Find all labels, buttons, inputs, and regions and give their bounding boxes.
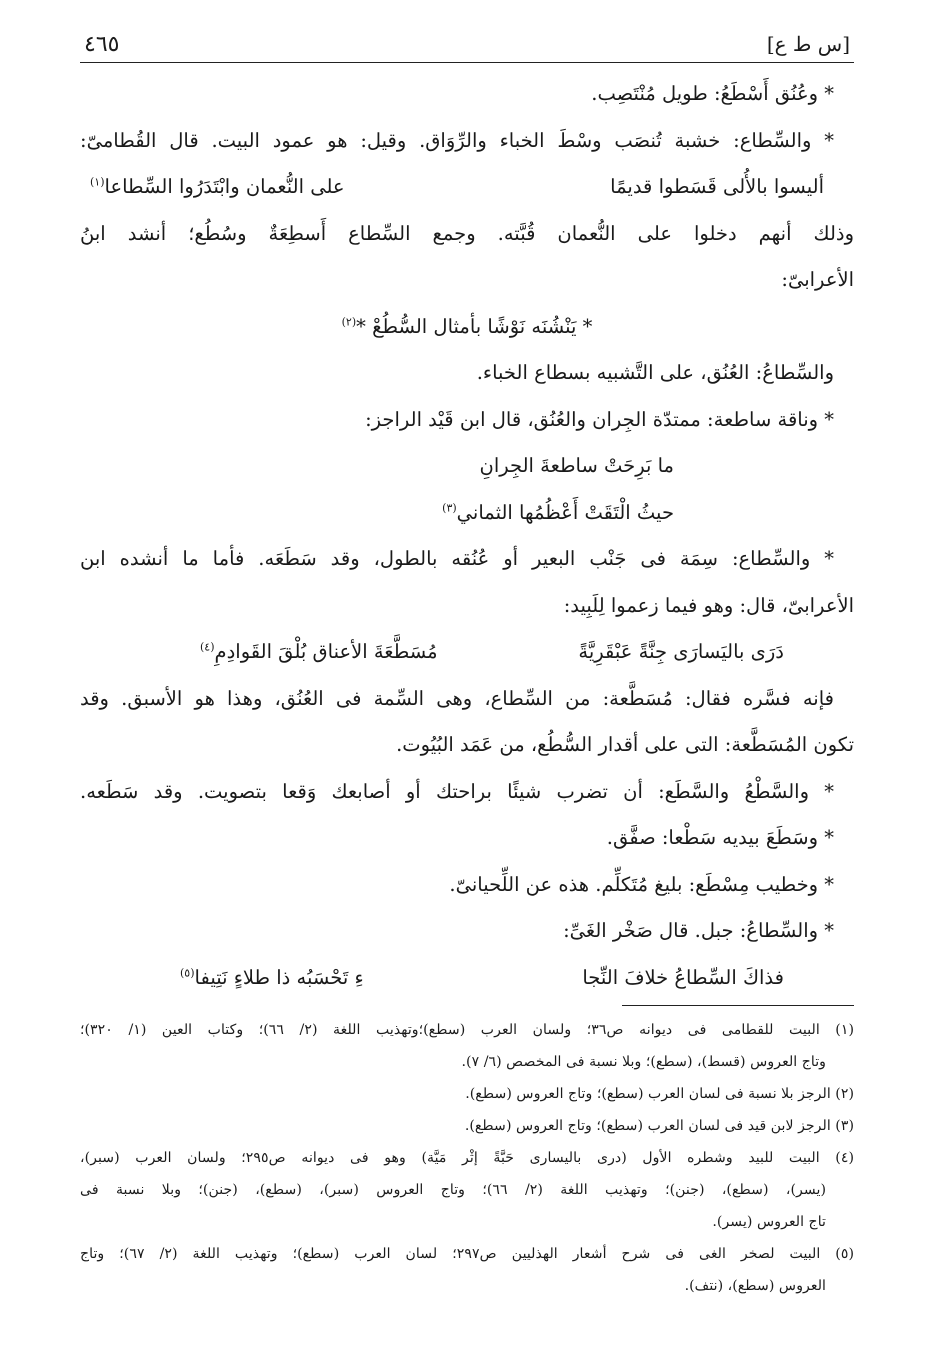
rajaz-text: حيثُ الْتَقَتْ أَعْظُمُها الثماني	[456, 500, 674, 524]
footnote-line: (٢) الرجز بلا نسبة فى لسان العرب (سطع)؛ وتاج العروس (سطع).	[465, 1086, 854, 1102]
entry-line: * والسِّطاعُ: جبل. قال صَخْر الغَىِّ:	[563, 919, 834, 942]
verse-line	[80, 955, 854, 1002]
footnote-line: (٥) البيت لصخر الغى فى شرح أشعار الهذليين ص٢٩٧؛ لسان العرب (سطع)؛ وتهذيب اللغة (٢/ ٦٧)؛ وتاج	[80, 1246, 854, 1262]
entry-line: * والسَّطْعُ والسَّطَع: أن تضرب شيئًا براحتك أو أصابعك وَقعا بتصويت. وقد سَطَعه.	[80, 779, 834, 803]
footnote-separator	[622, 1005, 854, 1006]
running-header	[80, 34, 854, 63]
entry-line: * وسَطَعَ بيديه سَطْعا: صفَّق.	[606, 826, 834, 849]
rajaz-line: ما بَرِحَتْ ساطعةَ الجِرانِ	[479, 454, 674, 477]
footnote-line: وتاج العروس (قسط)، (سطع)؛ وبلا نسبة فى المخصص (٦/ ٧).	[461, 1054, 826, 1070]
verse-line	[80, 629, 854, 676]
footnote-line: تاج العروس (يسر).	[712, 1214, 826, 1230]
footnotes	[80, 1014, 854, 1302]
footnote-ref: (٤)	[200, 640, 215, 654]
entry-line: وذلك أنهم دخلوا على النُّعمان قُبَّته. وجمع السِّطاع أَسطِعَةٌ وسُطُع؛ أنشد ابنُ	[80, 221, 854, 245]
entry-line: * وناقة ساطعة: ممتدّة الجِران والعُنُق، قال ابن قَيْد الراجز:	[365, 407, 834, 431]
entry-line: فإنه فسَّره فقال: مُسَطَّعة: من السِّطاع، وهى السِّمة فى العُنُق، وهذا هو الأسبق. وقد	[80, 686, 834, 710]
main-text	[80, 71, 854, 1001]
footnote-ref: (١)	[90, 175, 105, 189]
entry-line: * وخطيب مِسْطَع: بليغ مُتَكلِّم. هذه عن اللِّحيانىّ.	[449, 872, 834, 896]
entry-line: الأعرابىّ:	[781, 268, 854, 291]
footnote-ref: (٣)	[442, 501, 457, 514]
footnote-line: العروس (سطع)، (نتف).	[684, 1278, 826, 1294]
page-number: ٤٦٥	[84, 32, 120, 57]
verse-hemistich: دَرَى باليَسارَى جِنَّةً عَبْقَرِيَّةً	[578, 640, 784, 663]
footnote-line: (يسر)، (سطع)، (جنن)؛ وتهذيب اللغة (٢/ ٦٦)؛ وتاج العروس (سبر)، (سطع)، (جنن)؛ وبلا نسبة فى	[80, 1182, 826, 1198]
entry-line: * والسِّطاع: خشبة تُنصَب وسْطَ الخباء والرِّوَاق. وقيل: هو عمود البيت. قال القُطامىّ:	[80, 128, 834, 152]
footnote-line: (٤) البيت للبيد وشطره الأول (درى باليسارى حَبَّةً إثْر مَيَّة) وهو فى ديوانه ص٢٩٥؛ ولسان العرب (سبر)،	[80, 1150, 854, 1166]
verse-hemistich: ءِ تَحْسَبُه ذا طلاءٍ نَتِيفا	[194, 965, 364, 989]
verse-hemistich: فذاكَ السِّطاعُ خلافَ النِّجا	[582, 965, 784, 989]
footnote-line: (٣) الرجز لابن قيد فى لسان العرب (سطع)؛ وتاج العروس (سطع).	[464, 1118, 854, 1134]
entry-line: تكون المُسَطَّعة: التى على أقدار السُّطُع، من عَمَد البُيُوت.	[396, 733, 854, 756]
footnote-ref: (٢)	[341, 315, 357, 328]
verse-line	[80, 304, 854, 351]
verse-line	[80, 164, 854, 211]
rajaz-line: * يَنْشُنَه نَوْشًا بأمثال السُّطُعْ *	[356, 314, 593, 338]
footnote-line: (١) البيت للقطامى فى ديوانه ص٣٦؛ ولسان العرب (سطع)؛وتهذيب اللغة (٢/ ٦٦)؛ وكتاب العين (١/ ٣٢٠)؛	[80, 1022, 854, 1038]
verse-hemistich: على النُّعمان وابْتَدَرُوا السِّطاعا	[104, 175, 345, 198]
verse-hemistich: مُسَطَّعَةَ الأعناق بُلْقَ القَوادِمِ	[214, 640, 438, 663]
entry-line: والسِّطاعُ: العُنُق، على التَّشبيه بسطاع الخباء.	[476, 361, 834, 384]
root-letters: [س ط ع]	[766, 32, 850, 56]
rajaz-line	[80, 490, 854, 537]
verse-hemistich: أليسوا بالأُلى قَسَطوا قديمًا	[610, 175, 824, 198]
entry-line: * وعُنُق أَسْطَعُ: طويل مُنْتَصِب.	[591, 82, 834, 105]
entry-line: * والسِّطاع: سِمَة فى جَنْب البعير أو عُنُقه بالطول، وقد سَطَعَه. فأما ما أنشده ابن	[80, 547, 834, 570]
footnote-ref: (٥)	[180, 966, 195, 979]
entry-line: الأعرابىّ، قال: وهو فيما زعموا لِلَبِيد:	[563, 593, 854, 617]
